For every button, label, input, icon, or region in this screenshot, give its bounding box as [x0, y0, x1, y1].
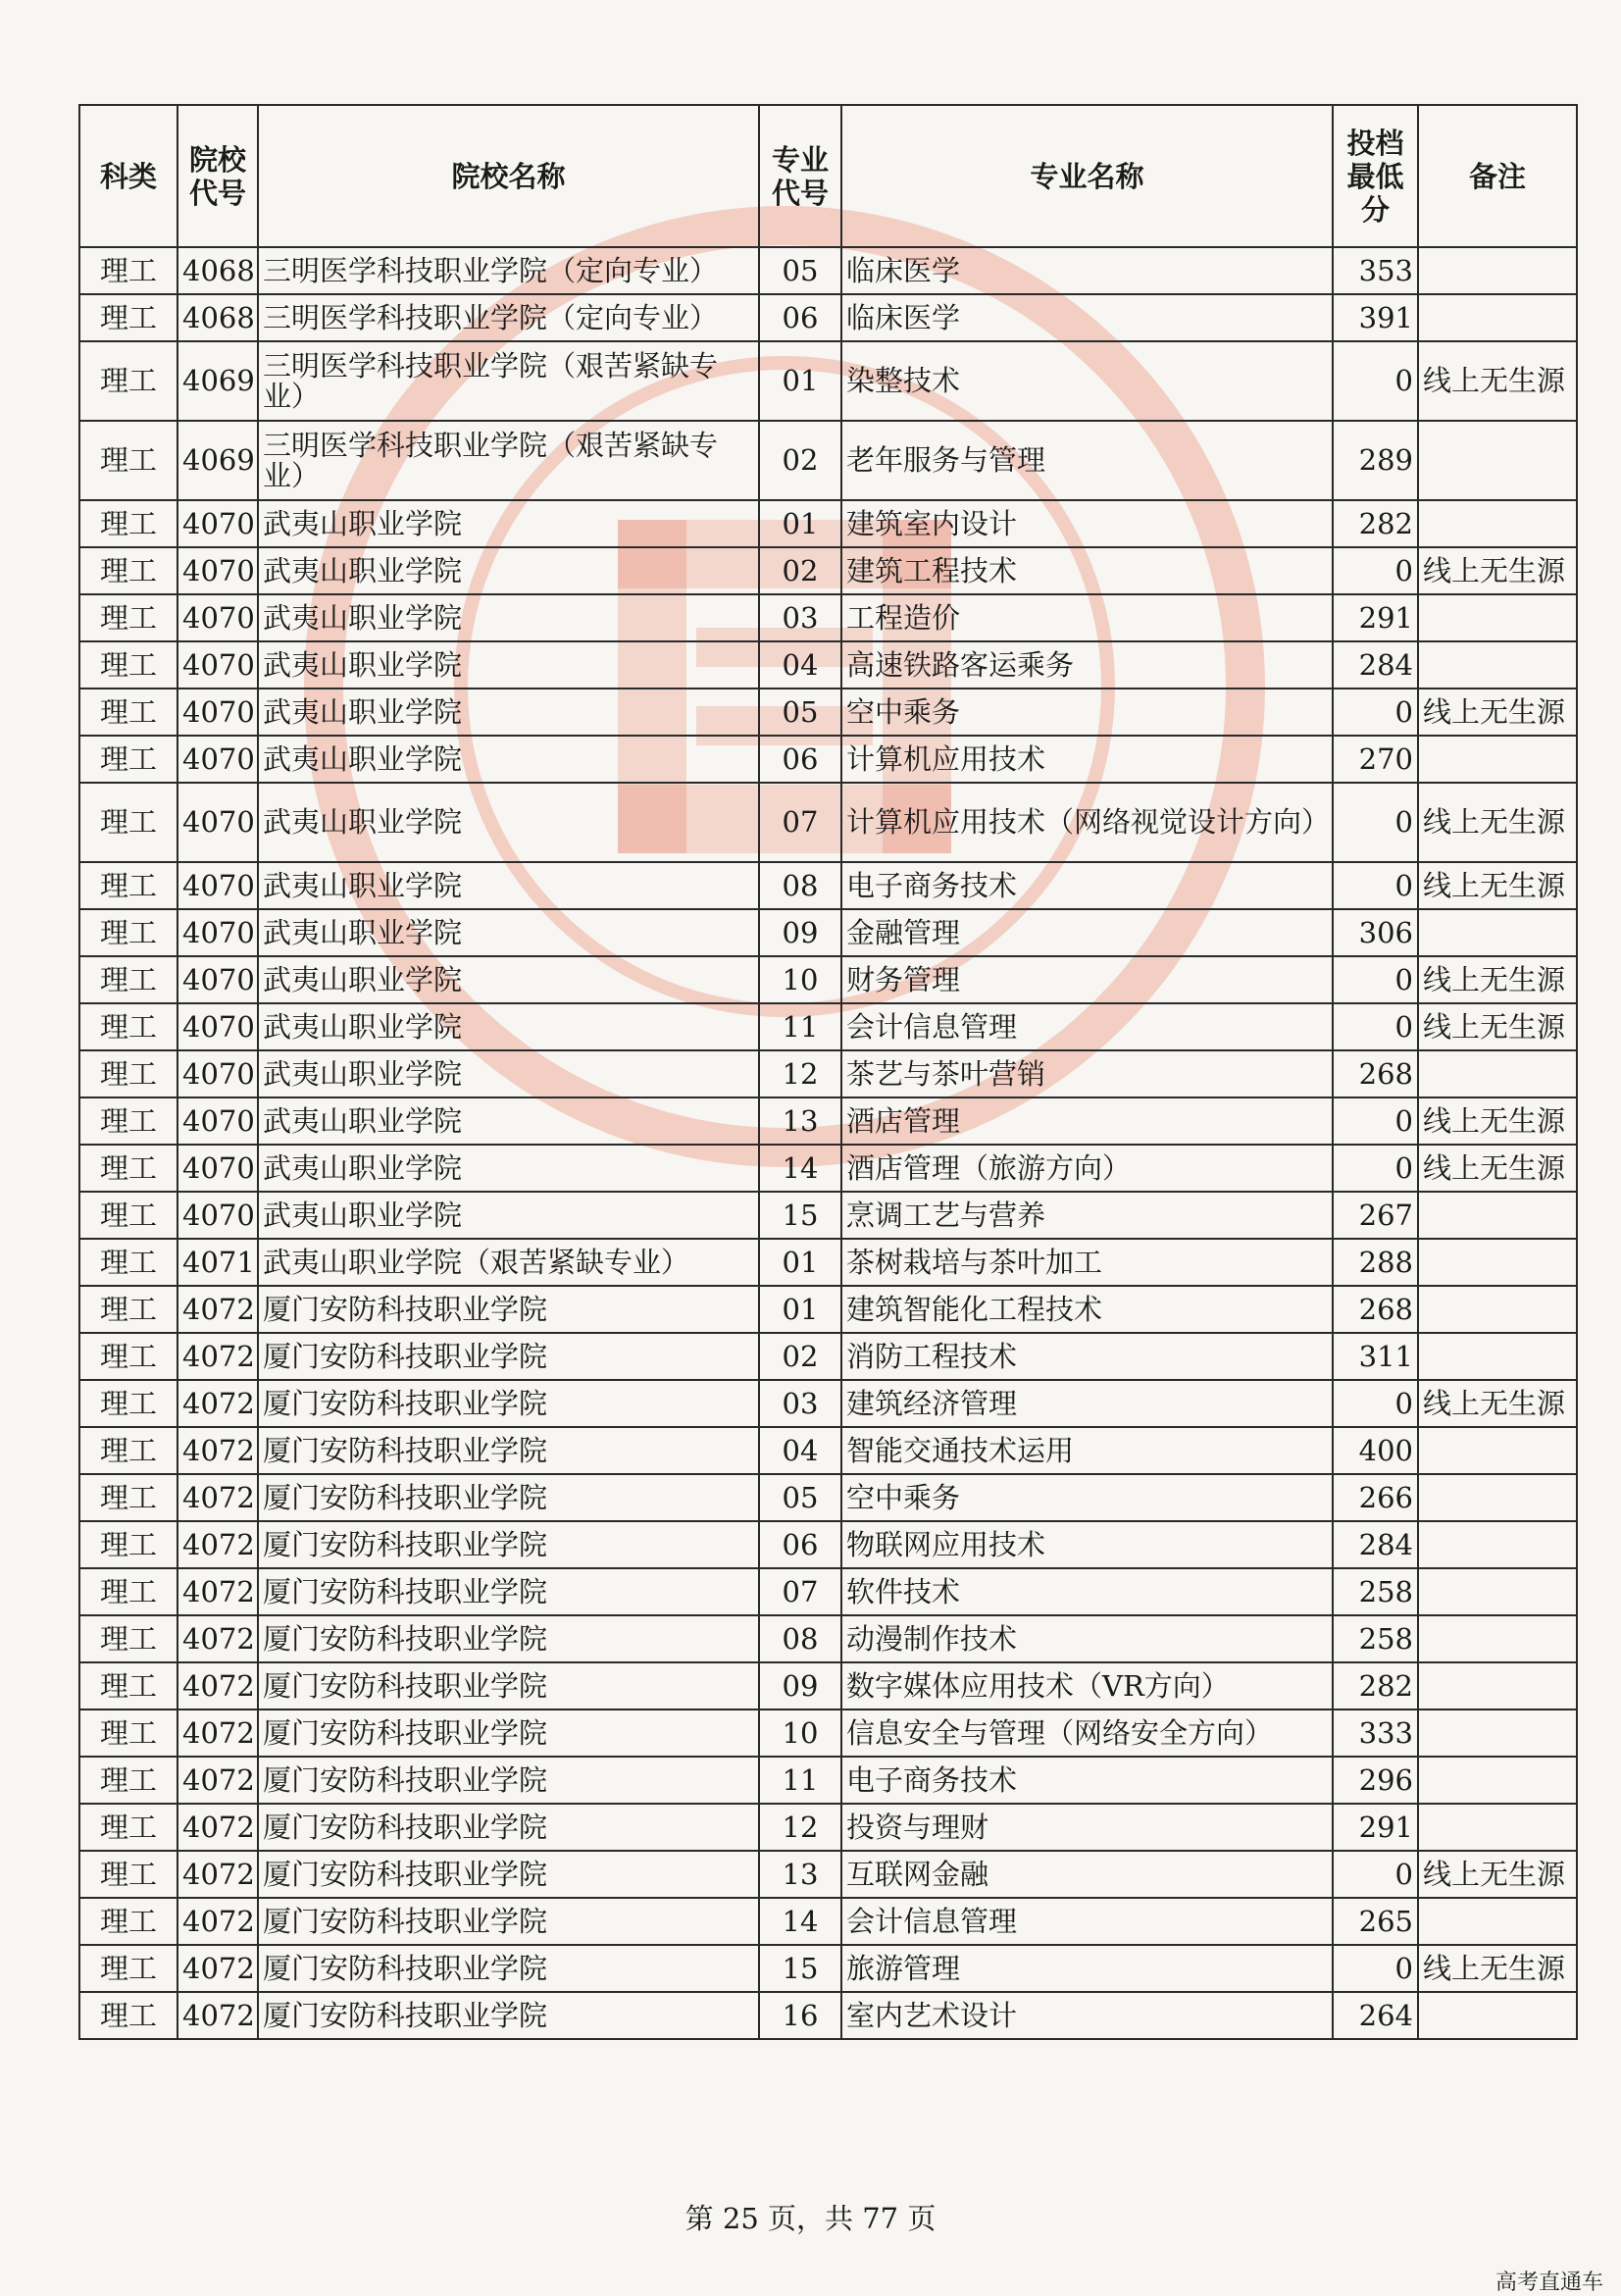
cell-remarks — [1418, 294, 1577, 341]
cell-major-name: 电子商务技术 — [841, 1757, 1333, 1804]
cell-school-name: 武夷山职业学院 — [258, 500, 759, 547]
table-row — [79, 1145, 1577, 1192]
cell-major-code: 03 — [759, 1380, 841, 1427]
table-row — [79, 862, 1577, 909]
cell-school-name: 武夷山职业学院 — [258, 641, 759, 689]
cell-school-name: 厦门安防科技职业学院 — [258, 1851, 759, 1898]
cell-category: 理工 — [79, 1427, 177, 1474]
table-row — [79, 1427, 1577, 1474]
cell-category: 理工 — [79, 689, 177, 736]
cell-school-code: 4072 — [177, 1945, 258, 1992]
cell-school-code: 4070 — [177, 909, 258, 956]
cell-min-score: 353 — [1333, 247, 1418, 294]
cell-major-code: 03 — [759, 594, 841, 641]
cell-min-score: 0 — [1333, 341, 1418, 421]
cell-remarks — [1418, 247, 1577, 294]
cell-school-name: 厦门安防科技职业学院 — [258, 1709, 759, 1757]
cell-major-code: 09 — [759, 1662, 841, 1709]
cell-school-name: 武夷山职业学院 — [258, 1192, 759, 1239]
table-row — [79, 909, 1577, 956]
cell-category: 理工 — [79, 421, 177, 500]
cell-school-name: 厦门安防科技职业学院 — [258, 1427, 759, 1474]
cell-school-code: 4070 — [177, 956, 258, 1003]
cell-remarks — [1418, 594, 1577, 641]
cell-school-name: 厦门安防科技职业学院 — [258, 1945, 759, 1992]
cell-category: 理工 — [79, 862, 177, 909]
table-row — [79, 1380, 1577, 1427]
cell-school-name: 三明医学科技职业学院（定向专业） — [258, 294, 759, 341]
cell-min-score: 268 — [1333, 1050, 1418, 1097]
cell-school-name: 武夷山职业学院 — [258, 909, 759, 956]
cell-school-name: 武夷山职业学院 — [258, 956, 759, 1003]
cell-category: 理工 — [79, 1097, 177, 1145]
cell-school-name: 厦门安防科技职业学院 — [258, 1521, 759, 1568]
table-row — [79, 689, 1577, 736]
cell-school-code: 4072 — [177, 1474, 258, 1521]
cell-remarks — [1418, 1757, 1577, 1804]
cell-school-code: 4072 — [177, 1333, 258, 1380]
cell-school-name: 厦门安防科技职业学院 — [258, 1380, 759, 1427]
cell-remarks — [1418, 1898, 1577, 1945]
cell-school-name: 武夷山职业学院 — [258, 689, 759, 736]
cell-category: 理工 — [79, 1615, 177, 1662]
cell-min-score: 0 — [1333, 1945, 1418, 1992]
cell-category: 理工 — [79, 1662, 177, 1709]
cell-major-code: 04 — [759, 1427, 841, 1474]
table-row — [79, 500, 1577, 547]
cell-major-name: 投资与理财 — [841, 1804, 1333, 1851]
cell-school-name: 厦门安防科技职业学院 — [258, 1474, 759, 1521]
cell-category: 理工 — [79, 1568, 177, 1615]
header-major-name: 专业名称 — [841, 105, 1333, 247]
cell-remarks — [1418, 1615, 1577, 1662]
table-row — [79, 1568, 1577, 1615]
cell-major-code: 11 — [759, 1757, 841, 1804]
cell-major-code: 13 — [759, 1851, 841, 1898]
page-number: 第 25 页，共 77 页 — [684, 2202, 937, 2235]
cell-school-code: 4068 — [177, 294, 258, 341]
cell-major-code: 07 — [759, 1568, 841, 1615]
table-row — [79, 421, 1577, 500]
cell-category: 理工 — [79, 1474, 177, 1521]
cell-major-name: 动漫制作技术 — [841, 1615, 1333, 1662]
cell-major-name: 建筑工程技术 — [841, 547, 1333, 594]
cell-category: 理工 — [79, 1851, 177, 1898]
cell-category: 理工 — [79, 1757, 177, 1804]
cell-remarks — [1418, 1239, 1577, 1286]
cell-remarks — [1418, 1333, 1577, 1380]
table-row — [79, 1286, 1577, 1333]
cell-major-code: 05 — [759, 247, 841, 294]
brand-label: 高考直通车 — [1494, 2270, 1603, 2295]
cell-school-code: 4070 — [177, 500, 258, 547]
cell-school-name: 厦门安防科技职业学院 — [258, 1898, 759, 1945]
cell-category: 理工 — [79, 1992, 177, 2039]
cell-major-name: 计算机应用技术 — [841, 736, 1333, 783]
cell-school-code: 4072 — [177, 1521, 258, 1568]
table-row — [79, 956, 1577, 1003]
table-row — [79, 1192, 1577, 1239]
cell-major-code: 08 — [759, 1615, 841, 1662]
cell-major-code: 14 — [759, 1898, 841, 1945]
cell-school-code: 4072 — [177, 1380, 258, 1427]
cell-school-code: 4069 — [177, 341, 258, 421]
table-row — [79, 641, 1577, 689]
cell-major-code: 02 — [759, 1333, 841, 1380]
cell-school-code: 4070 — [177, 641, 258, 689]
cell-remarks — [1418, 736, 1577, 783]
cell-category: 理工 — [79, 1333, 177, 1380]
cell-min-score: 311 — [1333, 1333, 1418, 1380]
cell-school-code: 4069 — [177, 421, 258, 500]
cell-category: 理工 — [79, 736, 177, 783]
admission-score-table — [78, 104, 1578, 2040]
cell-remarks: 线上无生源 — [1418, 862, 1577, 909]
cell-major-code: 01 — [759, 500, 841, 547]
table-row — [79, 1239, 1577, 1286]
table-row — [79, 1615, 1577, 1662]
cell-school-code: 4070 — [177, 1145, 258, 1192]
cell-major-name: 老年服务与管理 — [841, 421, 1333, 500]
cell-major-name: 旅游管理 — [841, 1945, 1333, 1992]
table-row — [79, 736, 1577, 783]
cell-major-name: 空中乘务 — [841, 689, 1333, 736]
cell-major-name: 数字媒体应用技术（VR方向） — [841, 1662, 1333, 1709]
cell-category: 理工 — [79, 1192, 177, 1239]
cell-school-name: 武夷山职业学院（艰苦紧缺专业） — [258, 1239, 759, 1286]
cell-remarks — [1418, 1662, 1577, 1709]
cell-school-code: 4068 — [177, 247, 258, 294]
cell-major-name: 高速铁路客运乘务 — [841, 641, 1333, 689]
table-row — [79, 1804, 1577, 1851]
cell-remarks — [1418, 421, 1577, 500]
cell-min-score: 282 — [1333, 500, 1418, 547]
cell-category: 理工 — [79, 1239, 177, 1286]
cell-major-name: 茶树栽培与茶叶加工 — [841, 1239, 1333, 1286]
cell-school-code: 4070 — [177, 862, 258, 909]
table-row — [79, 247, 1577, 294]
cell-min-score: 282 — [1333, 1662, 1418, 1709]
cell-major-name: 软件技术 — [841, 1568, 1333, 1615]
cell-major-code: 01 — [759, 1239, 841, 1286]
cell-school-code: 4072 — [177, 1568, 258, 1615]
table-row — [79, 1709, 1577, 1757]
table-row — [79, 1097, 1577, 1145]
table-row — [79, 341, 1577, 421]
cell-major-name: 计算机应用技术（网络视觉设计方向） — [841, 783, 1333, 862]
cell-major-code: 15 — [759, 1192, 841, 1239]
cell-remarks — [1418, 1050, 1577, 1097]
cell-min-score: 288 — [1333, 1239, 1418, 1286]
cell-min-score: 291 — [1333, 1804, 1418, 1851]
cell-major-code: 15 — [759, 1945, 841, 1992]
cell-remarks — [1418, 909, 1577, 956]
cell-min-score: 284 — [1333, 641, 1418, 689]
cell-category: 理工 — [79, 341, 177, 421]
cell-remarks — [1418, 1568, 1577, 1615]
cell-major-name: 染整技术 — [841, 341, 1333, 421]
cell-major-name: 建筑智能化工程技术 — [841, 1286, 1333, 1333]
cell-major-name: 电子商务技术 — [841, 862, 1333, 909]
cell-min-score: 0 — [1333, 1145, 1418, 1192]
cell-min-score: 391 — [1333, 294, 1418, 341]
cell-major-name: 茶艺与茶叶营销 — [841, 1050, 1333, 1097]
cell-major-name: 空中乘务 — [841, 1474, 1333, 1521]
header-min-score: 投档最低分 — [1333, 105, 1418, 247]
cell-remarks: 线上无生源 — [1418, 689, 1577, 736]
cell-category: 理工 — [79, 1145, 177, 1192]
cell-major-name: 互联网金融 — [841, 1851, 1333, 1898]
cell-category: 理工 — [79, 294, 177, 341]
cell-school-code: 4071 — [177, 1239, 258, 1286]
cell-school-name: 厦门安防科技职业学院 — [258, 1662, 759, 1709]
cell-major-name: 建筑经济管理 — [841, 1380, 1333, 1427]
cell-category: 理工 — [79, 1804, 177, 1851]
cell-school-code: 4072 — [177, 1898, 258, 1945]
cell-school-code: 4070 — [177, 736, 258, 783]
cell-remarks: 线上无生源 — [1418, 1851, 1577, 1898]
cell-school-name: 武夷山职业学院 — [258, 547, 759, 594]
cell-min-score: 266 — [1333, 1474, 1418, 1521]
cell-min-score: 0 — [1333, 1851, 1418, 1898]
cell-remarks: 线上无生源 — [1418, 1097, 1577, 1145]
cell-remarks — [1418, 1427, 1577, 1474]
cell-school-name: 武夷山职业学院 — [258, 1097, 759, 1145]
cell-major-name: 物联网应用技术 — [841, 1521, 1333, 1568]
cell-category: 理工 — [79, 1709, 177, 1757]
cell-school-code: 4070 — [177, 1097, 258, 1145]
cell-school-code: 4072 — [177, 1286, 258, 1333]
cell-remarks — [1418, 641, 1577, 689]
cell-min-score: 0 — [1333, 689, 1418, 736]
cell-category: 理工 — [79, 247, 177, 294]
cell-major-code: 04 — [759, 641, 841, 689]
cell-school-name: 武夷山职业学院 — [258, 1003, 759, 1050]
cell-major-name: 金融管理 — [841, 909, 1333, 956]
cell-min-score: 0 — [1333, 783, 1418, 862]
cell-major-code: 01 — [759, 1286, 841, 1333]
cell-min-score: 333 — [1333, 1709, 1418, 1757]
cell-min-score: 267 — [1333, 1192, 1418, 1239]
cell-min-score: 0 — [1333, 547, 1418, 594]
cell-major-name: 消防工程技术 — [841, 1333, 1333, 1380]
cell-remarks — [1418, 1286, 1577, 1333]
cell-school-code: 4072 — [177, 1662, 258, 1709]
table-row — [79, 1945, 1577, 1992]
cell-min-score: 270 — [1333, 736, 1418, 783]
cell-remarks — [1418, 1804, 1577, 1851]
table-row — [79, 1003, 1577, 1050]
cell-min-score: 0 — [1333, 862, 1418, 909]
cell-major-name: 烹调工艺与营养 — [841, 1192, 1333, 1239]
cell-major-name: 酒店管理 — [841, 1097, 1333, 1145]
cell-category: 理工 — [79, 1286, 177, 1333]
cell-school-code: 4070 — [177, 689, 258, 736]
table-row — [79, 547, 1577, 594]
cell-school-code: 4072 — [177, 1757, 258, 1804]
cell-school-code: 4070 — [177, 1192, 258, 1239]
cell-major-name: 室内艺术设计 — [841, 1992, 1333, 2039]
table-row — [79, 1662, 1577, 1709]
cell-remarks — [1418, 1474, 1577, 1521]
cell-school-name: 厦门安防科技职业学院 — [258, 1992, 759, 2039]
table-row — [79, 783, 1577, 862]
cell-school-code: 4070 — [177, 594, 258, 641]
cell-major-code: 16 — [759, 1992, 841, 2039]
cell-major-code: 06 — [759, 736, 841, 783]
cell-category: 理工 — [79, 1050, 177, 1097]
cell-major-code: 06 — [759, 294, 841, 341]
cell-major-name: 财务管理 — [841, 956, 1333, 1003]
cell-major-name: 智能交通技术运用 — [841, 1427, 1333, 1474]
cell-school-code: 4072 — [177, 1615, 258, 1662]
table-row — [79, 1757, 1577, 1804]
cell-major-code: 06 — [759, 1521, 841, 1568]
cell-school-name: 武夷山职业学院 — [258, 736, 759, 783]
cell-major-code: 05 — [759, 1474, 841, 1521]
cell-major-name: 酒店管理（旅游方向） — [841, 1145, 1333, 1192]
cell-remarks — [1418, 500, 1577, 547]
cell-min-score: 284 — [1333, 1521, 1418, 1568]
table-row — [79, 1898, 1577, 1945]
cell-major-code: 09 — [759, 909, 841, 956]
header-major-code: 专业代号 — [759, 105, 841, 247]
cell-school-name: 武夷山职业学院 — [258, 594, 759, 641]
header-school-name: 院校名称 — [258, 105, 759, 247]
cell-remarks — [1418, 1192, 1577, 1239]
cell-school-name: 厦门安防科技职业学院 — [258, 1333, 759, 1380]
cell-category: 理工 — [79, 783, 177, 862]
cell-school-code: 4072 — [177, 1804, 258, 1851]
cell-remarks: 线上无生源 — [1418, 1145, 1577, 1192]
cell-category: 理工 — [79, 1003, 177, 1050]
cell-category: 理工 — [79, 909, 177, 956]
cell-school-name: 厦门安防科技职业学院 — [258, 1568, 759, 1615]
cell-school-name: 三明医学科技职业学院（艰苦紧缺专业） — [258, 421, 759, 500]
cell-major-name: 临床医学 — [841, 247, 1333, 294]
cell-major-code: 10 — [759, 956, 841, 1003]
cell-school-code: 4070 — [177, 1050, 258, 1097]
header-category: 科类 — [79, 105, 177, 247]
cell-major-name: 建筑室内设计 — [841, 500, 1333, 547]
cell-school-name: 厦门安防科技职业学院 — [258, 1757, 759, 1804]
cell-major-name: 信息安全与管理（网络安全方向） — [841, 1709, 1333, 1757]
cell-min-score: 264 — [1333, 1992, 1418, 2039]
cell-remarks: 线上无生源 — [1418, 341, 1577, 421]
table-row — [79, 1992, 1577, 2039]
cell-category: 理工 — [79, 500, 177, 547]
cell-school-name: 武夷山职业学院 — [258, 783, 759, 862]
cell-min-score: 268 — [1333, 1286, 1418, 1333]
header-school-code: 院校代号 — [177, 105, 258, 247]
cell-min-score: 0 — [1333, 956, 1418, 1003]
cell-school-code: 4072 — [177, 1851, 258, 1898]
cell-major-code: 07 — [759, 783, 841, 862]
table-row — [79, 1474, 1577, 1521]
table-row — [79, 1333, 1577, 1380]
cell-category: 理工 — [79, 1945, 177, 1992]
table-header-row — [79, 105, 1577, 247]
cell-school-code: 4072 — [177, 1427, 258, 1474]
cell-min-score: 0 — [1333, 1003, 1418, 1050]
cell-major-code: 12 — [759, 1050, 841, 1097]
cell-school-code: 4072 — [177, 1709, 258, 1757]
cell-major-code: 11 — [759, 1003, 841, 1050]
cell-major-name: 临床医学 — [841, 294, 1333, 341]
cell-school-name: 武夷山职业学院 — [258, 1145, 759, 1192]
cell-school-name: 厦门安防科技职业学院 — [258, 1286, 759, 1333]
cell-school-name: 厦门安防科技职业学院 — [258, 1804, 759, 1851]
cell-remarks: 线上无生源 — [1418, 1380, 1577, 1427]
table-row — [79, 1851, 1577, 1898]
cell-school-name: 武夷山职业学院 — [258, 862, 759, 909]
cell-major-name: 会计信息管理 — [841, 1898, 1333, 1945]
cell-major-code: 13 — [759, 1097, 841, 1145]
cell-remarks: 线上无生源 — [1418, 956, 1577, 1003]
cell-min-score: 291 — [1333, 594, 1418, 641]
cell-min-score: 0 — [1333, 1380, 1418, 1427]
cell-school-name: 武夷山职业学院 — [258, 1050, 759, 1097]
cell-category: 理工 — [79, 1898, 177, 1945]
cell-category: 理工 — [79, 547, 177, 594]
cell-remarks — [1418, 1992, 1577, 2039]
cell-min-score: 258 — [1333, 1568, 1418, 1615]
cell-school-code: 4072 — [177, 1992, 258, 2039]
cell-remarks: 线上无生源 — [1418, 1003, 1577, 1050]
cell-remarks — [1418, 1521, 1577, 1568]
cell-min-score: 296 — [1333, 1757, 1418, 1804]
cell-category: 理工 — [79, 641, 177, 689]
header-remarks: 备注 — [1418, 105, 1577, 247]
table-row — [79, 1050, 1577, 1097]
cell-min-score: 306 — [1333, 909, 1418, 956]
table-row — [79, 294, 1577, 341]
cell-category: 理工 — [79, 1380, 177, 1427]
cell-remarks: 线上无生源 — [1418, 783, 1577, 862]
cell-min-score: 400 — [1333, 1427, 1418, 1474]
cell-category: 理工 — [79, 1521, 177, 1568]
cell-major-code: 05 — [759, 689, 841, 736]
cell-major-code: 08 — [759, 862, 841, 909]
cell-major-code: 14 — [759, 1145, 841, 1192]
cell-remarks — [1418, 1709, 1577, 1757]
cell-school-name: 三明医学科技职业学院（定向专业） — [258, 247, 759, 294]
cell-major-code: 01 — [759, 341, 841, 421]
cell-remarks: 线上无生源 — [1418, 1945, 1577, 1992]
cell-min-score: 289 — [1333, 421, 1418, 500]
cell-school-name: 三明医学科技职业学院（艰苦紧缺专业） — [258, 341, 759, 421]
cell-major-name: 工程造价 — [841, 594, 1333, 641]
cell-major-code: 02 — [759, 547, 841, 594]
cell-major-code: 12 — [759, 1804, 841, 1851]
cell-major-code: 10 — [759, 1709, 841, 1757]
cell-school-code: 4070 — [177, 1003, 258, 1050]
cell-min-score: 0 — [1333, 1097, 1418, 1145]
cell-school-name: 厦门安防科技职业学院 — [258, 1615, 759, 1662]
cell-category: 理工 — [79, 956, 177, 1003]
cell-major-name: 会计信息管理 — [841, 1003, 1333, 1050]
table-row — [79, 594, 1577, 641]
cell-min-score: 258 — [1333, 1615, 1418, 1662]
cell-school-code: 4070 — [177, 783, 258, 862]
table-row — [79, 1521, 1577, 1568]
cell-major-code: 02 — [759, 421, 841, 500]
cell-category: 理工 — [79, 594, 177, 641]
cell-min-score: 265 — [1333, 1898, 1418, 1945]
cell-school-code: 4070 — [177, 547, 258, 594]
cell-remarks: 线上无生源 — [1418, 547, 1577, 594]
